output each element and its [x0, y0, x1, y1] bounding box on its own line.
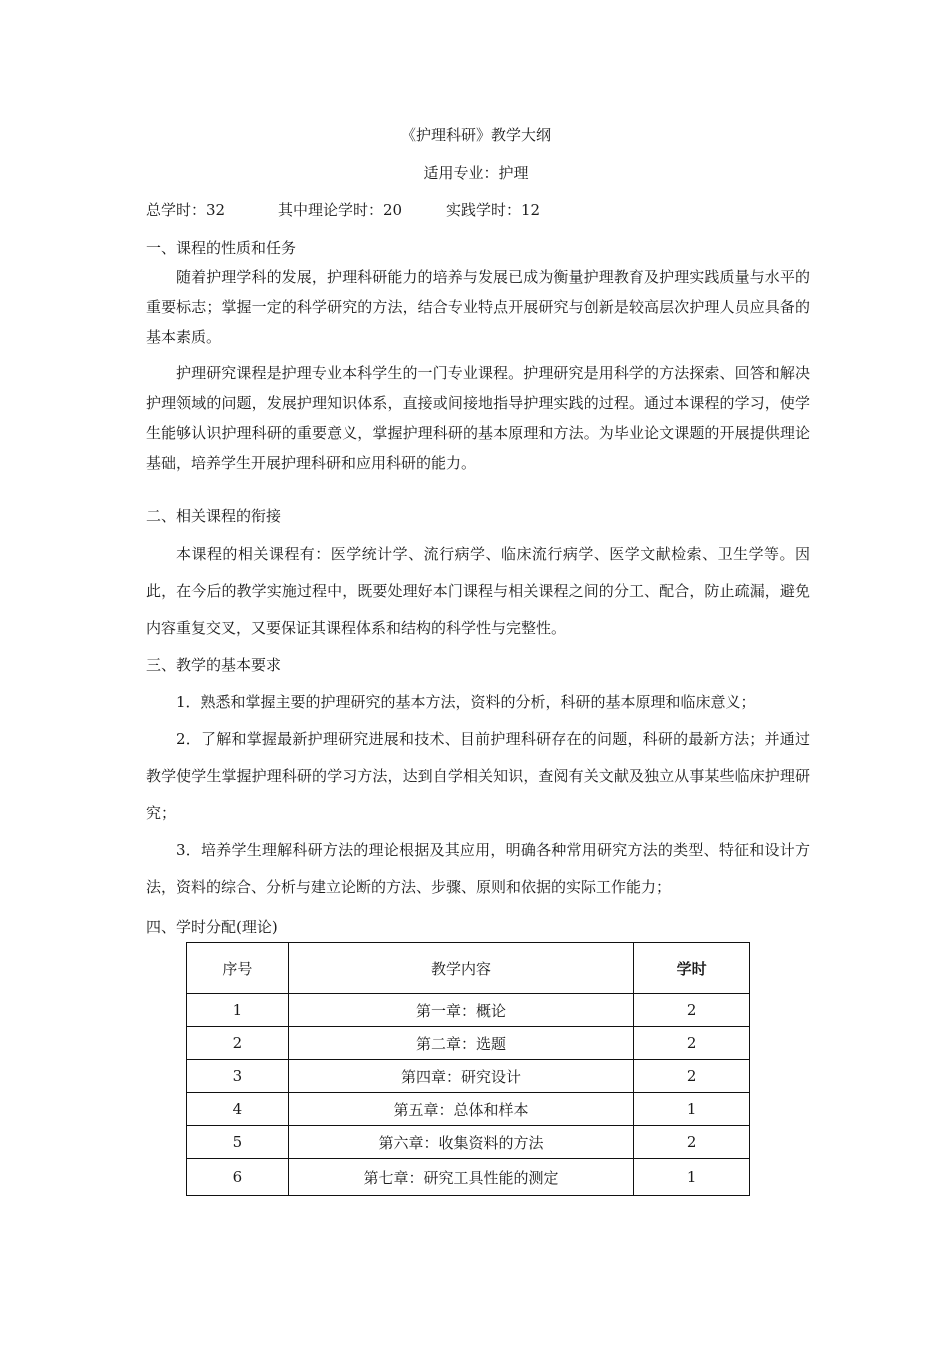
header-content: 教学内容 [288, 943, 633, 994]
section-1-heading: 一、课程的性质和任务 [146, 239, 297, 257]
row-index: 6 [187, 1159, 289, 1196]
row-hours: 2 [634, 994, 750, 1027]
row-hours: 2 [634, 1060, 750, 1093]
section-1-paragraph-1: 随着护理学科的发展，护理科研能力的培养与发展已成为衡量护理教育及护理实践质量与水平的重要标志；掌握一定的科学研究的方法，结合专业特点开展研究与创新是较高层次护理人员应具备的基本素质。 [146, 268, 810, 346]
row-content: 第六章：收集资料的方法 [288, 1126, 633, 1159]
section-3-body [146, 684, 810, 906]
document-subtitle: 适用专业：护理 [423, 164, 529, 182]
table-header-row [187, 943, 750, 994]
hours-summary [146, 199, 540, 221]
row-index: 4 [187, 1093, 289, 1126]
total-hours: 总学时：32 [146, 201, 226, 219]
row-hours: 2 [634, 1126, 750, 1159]
header-index: 序号 [187, 943, 289, 994]
row-hours: 1 [634, 1159, 750, 1196]
document-title: 《护理科研》教学大纲 [400, 126, 551, 144]
section-2-heading: 二、相关课程的衔接 [146, 507, 282, 525]
section-3-heading: 三、教学的基本要求 [146, 656, 282, 674]
row-hours: 2 [634, 1027, 750, 1060]
section-4-heading: 四、学时分配(理论) [146, 918, 278, 936]
table-row [187, 1126, 750, 1159]
requirement-item-3: 3．培养学生理解科研方法的理论根据及其应用，明确各种常用研究方法的类型、特征和设计方法，资料的综合、分析与建立论断的方法、步骤、原则和依据的实际工作能力； [146, 841, 810, 896]
row-index: 1 [187, 994, 289, 1027]
row-content: 第七章：研究工具性能的测定 [288, 1159, 633, 1196]
row-index: 2 [187, 1027, 289, 1060]
requirement-item-2: 2．了解和掌握最新护理研究进展和技术、目前护理科研存在的问题，科研的最新方法；并通过教学使学生掌握护理科研的学习方法，达到自学相关知识，查阅有关文献及独立从事某些临床护理研究； [146, 730, 810, 822]
section-1-body [146, 262, 810, 478]
row-content: 第五章：总体和样本 [288, 1093, 633, 1126]
section-2-paragraph-1: 本课程的相关课程有：医学统计学、流行病学、临床流行病学、医学文献检索、卫生学等。因此，在今后的教学实施过程中，既要处理好本门课程与相关课程之间的分工、配合，防止疏漏，避免内容重复交叉，又要保证其课程体系和结构的科学性与完整性。 [146, 545, 810, 637]
theory-hours: 其中理论学时：20 [278, 201, 403, 219]
row-content: 第一章：概论 [288, 994, 633, 1027]
practice-hours: 实践学时：12 [446, 201, 541, 219]
section-2-body [146, 536, 810, 647]
section-1-paragraph-2: 护理研究课程是护理专业本科学生的一门专业课程。护理研究是用科学的方法探索、回答和解决护理领域的问题，发展护理知识体系，直接或间接地指导护理实践的过程。通过本课程的学习，使学生能够认识护理科研的重要意义，掌握护理科研的基本原理和方法。为毕业论文课题的开展提供理论基础，培养学生开展护理科研和应用科研的能力。 [146, 364, 810, 472]
table-row [187, 1093, 750, 1126]
table-row [187, 1159, 750, 1196]
table-row [187, 1027, 750, 1060]
row-index: 3 [187, 1060, 289, 1093]
row-content: 第四章：研究设计 [288, 1060, 633, 1093]
header-hours: 学时 [634, 943, 750, 994]
table-row [187, 994, 750, 1027]
row-index: 5 [187, 1126, 289, 1159]
hours-allocation-table [186, 942, 750, 1196]
table-row [187, 1060, 750, 1093]
row-content: 第二章：选题 [288, 1027, 633, 1060]
requirement-item-1: 1．熟悉和掌握主要的护理研究的基本方法，资料的分析，科研的基本原理和临床意义； [176, 693, 756, 711]
row-hours: 1 [634, 1093, 750, 1126]
